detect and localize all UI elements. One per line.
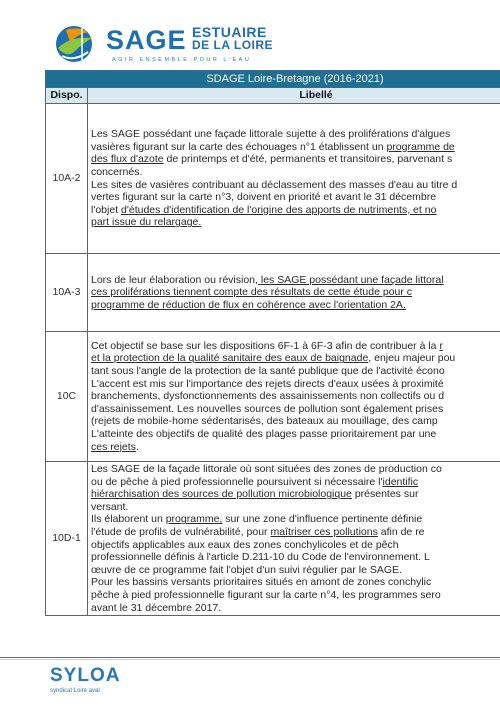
libelle-line: [91, 501, 500, 514]
libelle-line: [91, 390, 500, 403]
underlined-text: part issue du relargage.: [91, 216, 202, 229]
syloa-brand: SYLOA: [50, 665, 121, 686]
libelle-cell: [88, 254, 500, 332]
libelle-line: [91, 352, 500, 365]
libelle-cell: [88, 104, 500, 254]
libelle-line: [91, 589, 500, 602]
table-row: [46, 254, 500, 332]
libelle-line: [91, 476, 500, 489]
brand-tagline: AGIR ENSEMBLE POUR L'EAU: [112, 57, 252, 63]
libelle-line: [91, 415, 500, 428]
underlined-text: programme de réduction de flux en cohérence avec l'orientation 2A.: [91, 298, 406, 311]
text-segment: d'assainissement. Les nouvelles sources de pollution sont également prises: [91, 402, 444, 415]
text-segment: ou de pêche à pied professionnelle poursuivent si nécessaire l': [91, 475, 383, 488]
brand-sage: SAGE: [106, 25, 187, 55]
text-segment: , enjeu majeur pou: [368, 352, 456, 365]
underlined-text: , les SAGE possédant une façade littoral: [255, 273, 444, 286]
text-segment: Ils élaborent un: [91, 513, 166, 526]
brand-estuaire: [192, 26, 273, 52]
libelle-line: [91, 286, 500, 299]
sdage-table: [45, 70, 500, 616]
table-row: [46, 104, 500, 254]
text-segment: vasières figurant sur la carte des échouages n°1 établissent un: [91, 140, 387, 153]
text-segment: présentes sur: [351, 488, 419, 501]
libelle-line: [91, 463, 500, 476]
underlined-text: programme,: [165, 513, 223, 526]
text-segment: L'atteinte des objectifs de qualité des plages passe prioritairement par une: [91, 427, 437, 440]
sage-logo: [52, 22, 302, 66]
libelle-line: [91, 141, 500, 154]
text-segment: sur une zone d'influence pertinente définie: [222, 513, 423, 526]
libelle-line: [91, 179, 500, 192]
text-segment: professionnelle définis à l'article D.211-10 du Code de l'environnement. L: [91, 551, 430, 564]
libelle-line: [91, 576, 500, 589]
libelle-line: [91, 166, 500, 179]
text-segment: avant le 31 décembre 2017.: [91, 601, 222, 614]
syloa-subtitle: syndicat Loire aval: [50, 688, 100, 694]
libelle-line: [91, 216, 500, 229]
column-header-libelle: Libellé: [88, 88, 500, 104]
underlined-text: hiérarchisation des sources de pollution microbiologique: [91, 488, 352, 501]
text-segment: objectifs applicables aux eaux des zones conchylicoles et de pêch: [91, 538, 399, 551]
text-segment: Les sites de vasières contribuant au déclassement des masses d'eau au titre d: [91, 178, 458, 191]
text-segment: Les SAGE de la façade littorale où sont situées des zones de production co: [91, 463, 442, 475]
libelle-line: [91, 128, 500, 141]
text-segment: Cet objectif se base sur les dispositions 6F-1 à 6F-3 afin de contribuer à la: [91, 339, 440, 352]
underlined-text: et la protection de la qualité sanitaire des eaux de baignade: [91, 352, 369, 365]
text-segment: Lors de leur élaboration ou révision: [91, 273, 256, 286]
dispo-cell: 10A-3: [46, 254, 88, 332]
text-segment: pêche à pied professionnelle figurant sur la carte n°4, les programmes sero: [91, 588, 441, 601]
libelle-line: [91, 378, 500, 391]
table-row: [46, 462, 500, 616]
text-segment: tant sous l'angle de la protection de la santé publique que de l'activité écono: [91, 365, 445, 378]
text-segment: .: [135, 440, 139, 453]
underlined-text: programme de: [386, 140, 455, 153]
underlined-text: maîtriser ces pollutions: [270, 525, 378, 538]
libelle-line: [91, 602, 500, 615]
underlined-text: ces rejets: [91, 440, 136, 453]
libelle-cell: [88, 332, 500, 462]
text-segment: concernés.: [91, 165, 143, 178]
underlined-text: ces proliférations tiennent compte des résultats de cette étude pour c: [91, 286, 413, 299]
libelle-line: [91, 403, 500, 416]
text-segment: L'accent est mis sur l'importance des rejets directs d'eaux usées à proximité: [91, 377, 444, 390]
libelle-line: [91, 204, 500, 217]
dispo-cell: 10C: [46, 332, 88, 462]
text-segment: vertes figurant sur la carte n°3, doivent en priorité et avant le 31 décembre: [91, 191, 437, 204]
underlined-text: d'études d'identification de l'origine des apports de nutriments, et no: [121, 203, 437, 216]
text-segment: versant.: [91, 500, 129, 513]
text-segment: œuvre de ce programme fait l'objet d'un suivi régulier par le SAGE.: [91, 563, 402, 576]
libelle-line: [91, 191, 500, 204]
text-segment: Pour les bassins versants prioritaires situés en amont de zones conchylic: [91, 576, 432, 589]
libelle-line: [91, 488, 500, 501]
libelle-cell: [88, 462, 500, 616]
libelle-line: [91, 365, 500, 378]
libelle-line: [91, 299, 500, 312]
footer-divider-secondary: [0, 659, 500, 660]
column-header-dispo: Dispo.: [46, 88, 88, 104]
text-segment: (rejets de mobile-home sédentarisés, des bateaux au mouillage, des camp: [91, 415, 438, 428]
underlined-text: identific: [382, 475, 419, 488]
libelle-line: [91, 441, 500, 454]
libelle-line: [91, 428, 500, 441]
text-segment: afin de re: [377, 525, 425, 538]
syloa-logo: [50, 665, 130, 699]
libelle-line: [91, 526, 500, 539]
libelle-line: [91, 513, 500, 526]
text-segment: branchements, dysfonctionnements des assainissements non collectifs ou d: [91, 390, 445, 403]
underlined-text: des flux d'azote: [91, 153, 164, 166]
libelle-line: [91, 274, 500, 287]
underlined-text: r: [439, 339, 443, 352]
text-segment: Les SAGE possédant une façade littorale sujette à des proliférations d'algues: [91, 128, 451, 141]
table-title: SDAGE Loire-Bretagne (2016-2021): [46, 71, 500, 88]
sage-emblem-icon: [52, 22, 98, 66]
libelle-line: [91, 153, 500, 166]
libelle-line: [91, 564, 500, 577]
footer-divider: [0, 657, 500, 658]
libelle-line: [91, 539, 500, 552]
table-row: [46, 332, 500, 462]
libelle-line: [91, 340, 500, 353]
brand-estuaire-text: ESTUAIRE: [192, 24, 267, 40]
text-segment: l'objet: [91, 203, 122, 216]
brand-de-la-loire: DE LA LOIRE: [192, 38, 274, 52]
libelle-line: [91, 551, 500, 564]
dispo-cell: 10A-2: [46, 104, 88, 254]
text-segment: l'étude de profils de vulnérabilité, pour: [91, 525, 271, 538]
dispo-cell: 10D-1: [46, 462, 88, 616]
text-segment: de printemps et d'été, permanents et transitoires, parvenant s: [163, 153, 453, 166]
